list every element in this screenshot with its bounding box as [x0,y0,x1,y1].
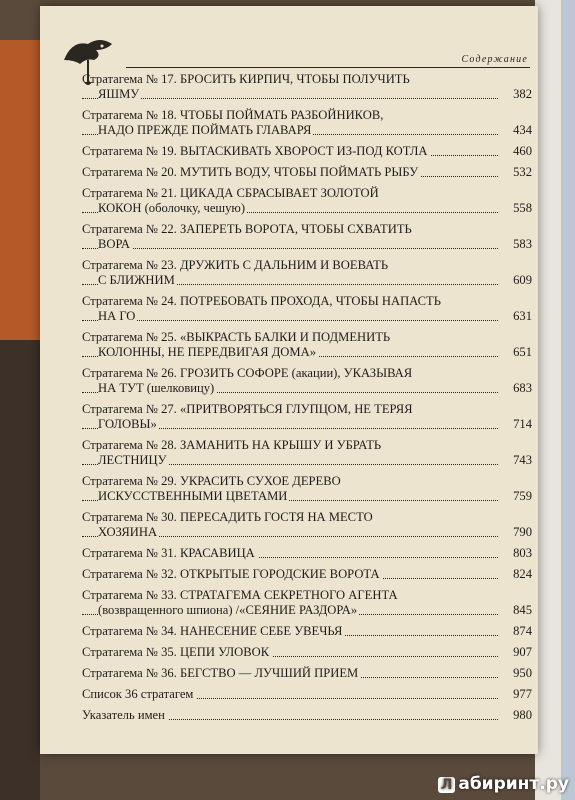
watermark-logo: Л [438,777,456,793]
toc-page-number: 790 [510,525,532,540]
toc-page-number: 824 [510,567,532,582]
toc-entry [82,294,532,324]
toc-entry-title: Стратагема № 21. ЦИКАДА СБРАСЫВАЕТ ЗОЛОТОЙ [82,186,379,200]
toc-entry-title: Стратагема № 36. БЕГСТВО — ЛУЧШИЙ ПРИЕМ [82,666,361,681]
toc-entry-title: Стратагема № 29. УКРАСИТЬ СУХОЕ ДЕРЕВО [82,474,341,488]
toc-page-number: 977 [510,687,532,702]
toc-entry-continuation [82,525,532,540]
toc-entry [82,510,532,540]
toc-entry-title: Стратагема № 35. ЦЕПИ УЛОВОК [82,645,272,660]
toc-entry-continuation [82,381,532,396]
toc-page-number: 803 [510,546,532,561]
toc-entry [82,258,532,288]
toc-page-number: 907 [510,645,532,660]
dot-leader [82,98,498,99]
toc-entry-title: Стратагема № 33. СТРАТАГЕМА СЕКРЕТНОГО АГЕНТА [82,588,398,602]
toc-page-number: 743 [510,453,532,468]
toc-page-number: 583 [510,237,532,252]
toc-entry [82,330,532,360]
toc-entry-continuation [82,87,532,102]
toc-entry-title-line2: ИСКУССТВЕННЫМИ ЦВЕТАМИ [98,489,288,503]
toc-entry-continuation [82,603,532,618]
toc-entry-continuation [82,417,532,432]
toc-entry [82,666,532,681]
toc-entry [82,624,532,639]
toc-entry-continuation [82,201,532,216]
toc-entry-continuation [82,345,532,360]
toc-entry-title-line2: ГОЛОВЫ» [98,417,157,431]
toc-page-number: 532 [510,165,532,180]
toc-entry [82,222,532,252]
toc-entry-continuation [82,123,532,138]
toc-entry-continuation [82,309,532,324]
dot-leader [82,248,498,249]
toc-entry-title-line2: ХОЗЯИНА [98,525,158,539]
toc-entry-title: Стратагема № 18. ЧТОБЫ ПОЙМАТЬ РАЗБОЙНИКОВ, [82,108,384,122]
toc-entry-title: Стратагема № 32. ОТКРЫТЫЕ ГОРОДСКИЕ ВОРОТА [82,567,383,582]
toc-page-number: 759 [510,489,532,504]
background-orange-cover [0,40,40,340]
toc-page-number: 980 [510,708,532,723]
toc-page-number: 874 [510,624,532,639]
toc-page-number: 558 [510,201,532,216]
toc-entry [82,708,532,723]
toc-entry-title: Стратагема № 27. «ПРИТВОРЯТЬСЯ ГЛУПЦОМ, НЕ ТЕРЯЯ [82,402,413,416]
toc-entry-title-line2: НА ТУТ (шелковицу) [98,381,215,395]
toc-entry [82,567,532,582]
toc-entry [82,588,532,618]
toc-page-number: 631 [510,309,532,324]
adjacent-book-cover [561,0,575,800]
toc-entry-title-line2: (возвращенного шпиона) /«СЕЯНИЕ РАЗДОРА» [98,603,358,617]
toc-entry-continuation [82,453,532,468]
toc-entry [82,144,532,159]
toc-entry-title-line2: С БЛИЖНИМ [98,273,175,287]
toc-page-number: 950 [510,666,532,681]
toc-entry [82,108,532,138]
toc-entry [82,186,532,216]
watermark [438,774,569,794]
toc-entry-title: Список 36 стратагем [82,687,196,702]
toc-entry-title: Указатель имен [82,708,168,723]
toc-entry-title-line2: КОЛОННЫ, НЕ ПЕРЕДВИГАЯ ДОМА» [98,345,316,359]
toc-page-number: 683 [510,381,532,396]
toc-page-number: 434 [510,123,532,138]
toc-entry [82,366,532,396]
toc-entry-title: Стратагема № 20. МУТИТЬ ВОДУ, ЧТОБЫ ПОЙМАТЬ РЫБУ [82,165,421,180]
toc-entry-title: Стратагема № 19. ВЫТАСКИВАТЬ ХВОРОСТ ИЗ-ПОД КОТЛА [82,144,430,159]
toc-page-number: 651 [510,345,532,360]
toc-page-number: 382 [510,87,532,102]
table-of-contents [82,72,532,729]
toc-page-number: 609 [510,273,532,288]
background-dark-surface [0,340,40,800]
toc-entry-title-line2: НАДО ПРЕЖДЕ ПОЙМАТЬ ГЛАВАРЯ [98,123,312,137]
toc-entry-continuation [82,237,532,252]
toc-entry-title: Стратагема № 26. ГРОЗИТЬ СОФОРЕ (акации), УКАЗЫВАЯ [82,366,413,380]
toc-entry-title: Стратагема № 17. БРОСИТЬ КИРПИЧ, ЧТОБЫ ПОЛУЧИТЬ [82,72,410,86]
toc-entry-title-line2: ВОРА [98,237,130,251]
header-rule [126,67,530,68]
toc-page-number: 714 [510,417,532,432]
toc-entry [82,474,532,504]
toc-entry [82,402,532,432]
toc-entry [82,546,532,561]
toc-entry-title: Стратагема № 34. НАНЕСЕНИЕ СЕБЕ УВЕЧЬЯ [82,624,345,639]
toc-entry-title-line2: НА ГО [98,309,136,323]
toc-entry [82,438,532,468]
toc-entry-title: Стратагема № 28. ЗАМАНИТЬ НА КРЫШУ И УБРАТЬ [82,438,382,452]
watermark-text: абиринт.ру [458,774,569,794]
toc-entry-title: Стратагема № 31. КРАСАВИЦА [82,546,258,561]
toc-entry [82,165,532,180]
toc-entry-title: Стратагема № 22. ЗАПЕРЕТЬ ВОРОТА, ЧТОБЫ СХВАТИТЬ [82,222,412,236]
toc-entry [82,687,532,702]
toc-entry-title-line2: ЯШМУ [98,87,140,101]
dot-leader [82,320,498,321]
toc-entry-title: Стратагема № 25. «ВЫКРАСТЬ БАЛКИ И ПОДМЕНИТЬ [82,330,391,344]
toc-page-number: 460 [510,144,532,159]
toc-entry-title: Стратагема № 30. ПЕРЕСАДИТЬ ГОСТЯ НА МЕСТО [82,510,373,524]
toc-entry-title: Стратагема № 24. ПОТРЕБОВАТЬ ПРОХОДА, ЧТОБЫ НАПАСТЬ [82,294,441,308]
toc-entry-continuation [82,489,532,504]
toc-entry-continuation [82,273,532,288]
toc-page-number: 845 [510,603,532,618]
book-page [40,6,538,754]
toc-entry-title: Стратагема № 23. ДРУЖИТЬ С ДАЛЬНИМ И ВОЕВАТЬ [82,258,389,272]
toc-entry-title-line2: КОКОН (оболочку, чешую) [98,201,246,215]
toc-entry [82,645,532,660]
running-header: Содержание [461,54,528,65]
toc-entry-title-line2: ЛЕСТНИЦУ [98,453,167,467]
toc-entry [82,72,532,102]
